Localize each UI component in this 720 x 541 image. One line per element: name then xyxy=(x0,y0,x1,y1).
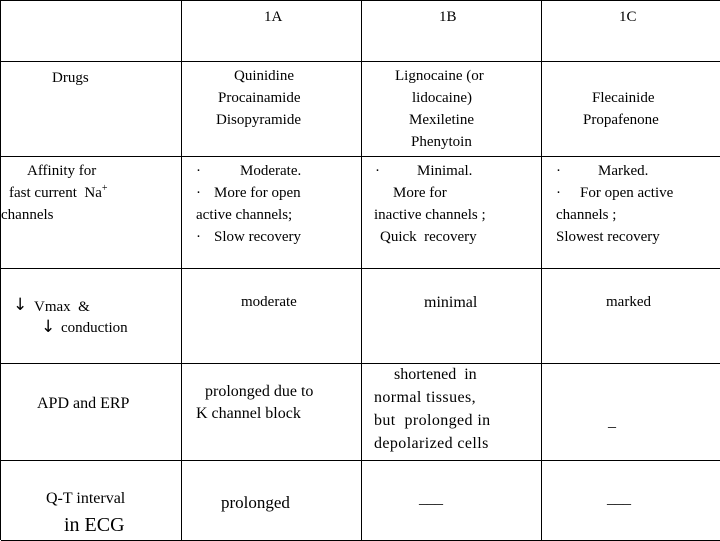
vmax-label-cell xyxy=(1,269,182,364)
apd-1b-line-1: shortened in xyxy=(394,366,477,383)
header-1a-cell xyxy=(182,1,362,62)
drugs-1b-cell xyxy=(362,62,542,157)
affinity-label-cell xyxy=(1,157,182,269)
drugs-1b-line-3: Mexiletine xyxy=(409,112,474,128)
bullet-icon: · xyxy=(556,185,561,201)
plus-superscript: + xyxy=(101,183,108,194)
vmax-1a-cell xyxy=(182,269,362,364)
apd-1c-cell xyxy=(542,364,720,461)
drugs-1b-line-2: lidocaine) xyxy=(412,90,472,106)
affinity-1b-line-2: More for xyxy=(393,185,447,201)
affinity-1a-line-3: active channels; xyxy=(196,207,293,223)
bullet-icon: · xyxy=(196,185,201,201)
vmax-1c-cell xyxy=(542,269,720,364)
qt-1a-value: prolonged xyxy=(221,493,290,512)
header-1b-label: 1B xyxy=(439,9,457,25)
qt-1b-dash: ___ xyxy=(419,490,443,507)
down-arrow-icon: ↓ xyxy=(41,317,56,337)
bullet-icon: · xyxy=(196,229,201,245)
drugs-1c-line-1: Flecainide xyxy=(592,90,655,106)
affinity-1c-line-3: channels ; xyxy=(556,207,617,223)
apd-1a-line-1: prolonged due to xyxy=(205,383,314,400)
apd-1a-cell xyxy=(182,364,362,461)
apd-1b-line-3: but prolonged in xyxy=(374,412,491,429)
drugs-1b-line-4: Phenytoin xyxy=(411,134,472,150)
affinity-1a-line-4: · Slow recovery xyxy=(196,227,301,248)
header-1c-cell xyxy=(542,1,720,62)
affinity-1b-cell xyxy=(362,157,542,269)
apd-label: APD and ERP xyxy=(37,395,130,412)
header-1b-cell xyxy=(362,1,542,62)
affinity-1a-cell xyxy=(182,157,362,269)
apd-1a-line-2: K channel block xyxy=(196,405,301,422)
qt-1c-dash: ___ xyxy=(607,490,631,507)
qt-1a-cell xyxy=(182,461,362,541)
header-1a-label: 1A xyxy=(264,9,283,25)
qt-label-cell xyxy=(1,461,182,541)
drugs-label: Drugs xyxy=(52,70,89,86)
apd-1b-line-4: depolarized cells xyxy=(374,435,489,452)
qt-label-line-2: in ECG xyxy=(64,514,125,536)
apd-1b-line-2: normal tissues, xyxy=(374,389,476,406)
affinity-1b-line-4: Quick recovery xyxy=(380,229,477,245)
apd-1b-cell xyxy=(362,364,542,461)
down-arrow-icon: ↓ xyxy=(13,295,28,315)
drugs-label-cell xyxy=(1,62,182,157)
apd-1c-dash: _ xyxy=(608,413,616,430)
affinity-1c-cell xyxy=(542,157,720,269)
bullet-icon: · xyxy=(196,163,201,179)
header-empty-cell xyxy=(1,1,182,62)
drugs-1c-line-2: Propafenone xyxy=(583,112,659,128)
affinity-1a-line-1: · Moderate. xyxy=(196,161,301,182)
bullet-icon: · xyxy=(556,163,561,179)
affinity-label-line-1: Affinity for xyxy=(27,163,97,179)
affinity-1b-line-1: · Minimal. xyxy=(375,161,472,182)
bullet-icon: · xyxy=(375,163,380,179)
affinity-1c-line-2: · For open active xyxy=(556,183,673,204)
vmax-1c-value: marked xyxy=(606,294,651,310)
vmax-label-line-2: conduction xyxy=(61,320,128,336)
affinity-1a-line-2: · More for open xyxy=(196,183,301,204)
qt-label-line-1: Q-T interval xyxy=(46,490,126,507)
vmax-1a-value: moderate xyxy=(241,294,297,310)
drugs-1b-line-1: Lignocaine (or xyxy=(395,68,484,84)
affinity-1b-line-3: inactive channels ; xyxy=(374,207,486,223)
affinity-1c-line-4: Slowest recovery xyxy=(556,229,660,245)
qt-1c-cell xyxy=(542,461,720,541)
drugs-1c-cell xyxy=(542,62,720,157)
drugs-1a-cell xyxy=(182,62,362,157)
vmax-1b-value: minimal xyxy=(424,294,478,311)
header-1c-label: 1C xyxy=(619,9,637,25)
affinity-label-line-3: channels xyxy=(1,207,54,223)
qt-1b-cell xyxy=(362,461,542,541)
apd-label-cell xyxy=(1,364,182,461)
drugs-1a-line-1: Quinidine xyxy=(234,68,294,84)
vmax-label-line-1: Vmax & xyxy=(34,299,90,315)
affinity-label-line-2: fast current Na+ xyxy=(9,183,108,201)
drugs-1a-line-3: Disopyramide xyxy=(216,112,301,128)
vmax-1b-cell xyxy=(362,269,542,364)
drugs-1a-line-2: Procainamide xyxy=(218,90,301,106)
affinity-1c-line-1: · Marked. xyxy=(556,161,648,182)
